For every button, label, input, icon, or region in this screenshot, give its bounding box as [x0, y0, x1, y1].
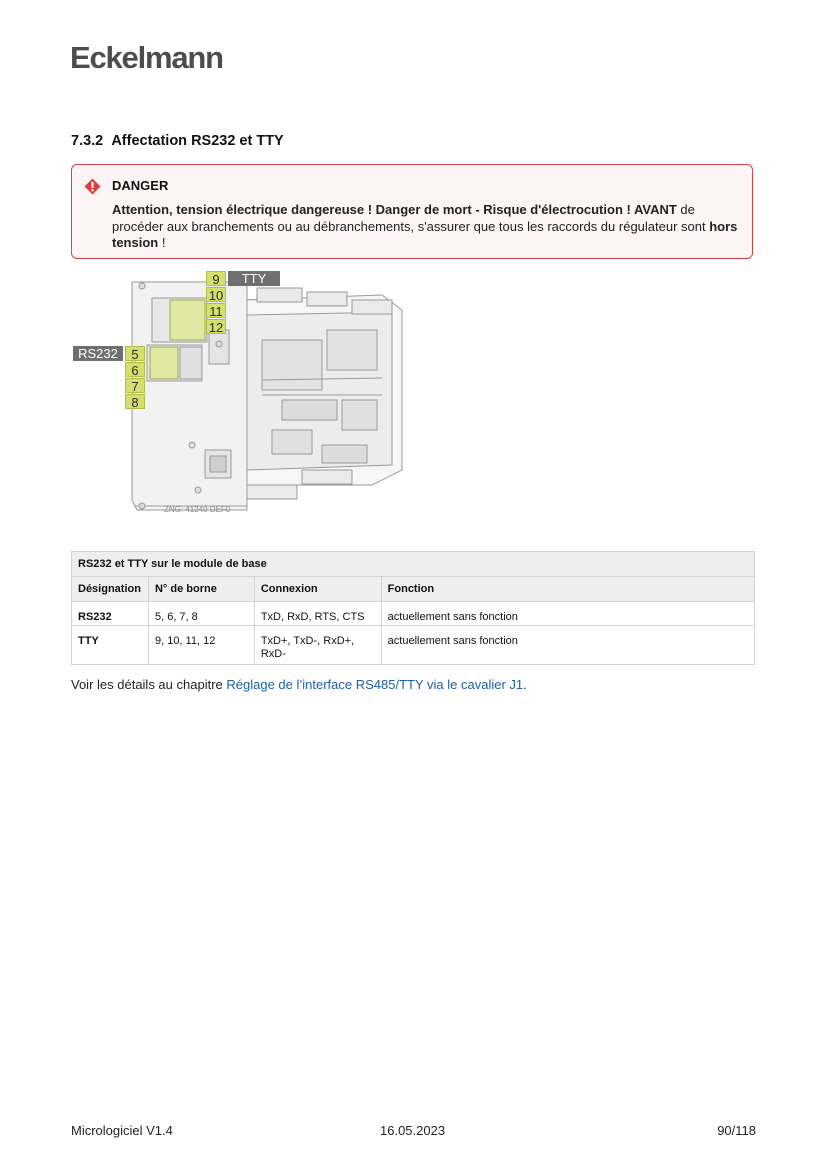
danger-warning-bold: Attention, tension électrique dangereuse ! Danger de mort - Risque d'électrocution ! AVANT [112, 202, 677, 217]
plate-label: ZNG: 41240 DEF0 [164, 505, 231, 514]
chapter-link[interactable]: Réglage de l’interface RS485/TTY via le cavalier J1 [226, 677, 524, 692]
danger-hors-tension: hors tension [112, 218, 738, 250]
rs232-label: RS232 [73, 346, 123, 361]
danger-title: DANGER [112, 178, 169, 193]
danger-warning-text: de procéder aux branchements ou au débranchements, s'assurer que tous les raccords du régulateur sont [112, 202, 710, 234]
warning-diamond-icon [84, 178, 101, 195]
danger-end: ! [158, 235, 166, 250]
footer-page-number: 90/118 [717, 1123, 756, 1138]
col-header-function: Fonction [381, 577, 754, 602]
cell-designation: TTY [72, 626, 149, 665]
controller-illustration [72, 270, 412, 520]
tty-label: TTY [228, 271, 280, 286]
cell-terminal: 9, 10, 11, 12 [148, 626, 254, 665]
cell-connection: TxD+, TxD-, RxD+, RxD- [254, 626, 381, 665]
company-logo: Eckelmann [70, 40, 223, 75]
cell-connection: TxD, RxD, RTS, CTS [254, 602, 381, 626]
cell-designation: RS232 [72, 602, 149, 626]
cell-function: actuellement sans fonction [381, 602, 754, 626]
section-number: 7.3.2 [71, 133, 104, 149]
controller-drawing [72, 270, 412, 520]
cell-terminal: 5, 6, 7, 8 [148, 602, 254, 626]
note-prefix: Voir les détails au chapitre [71, 677, 227, 692]
table-caption: RS232 et TTY sur le module de base [72, 552, 755, 577]
footer-date: 16.05.2023 [380, 1123, 446, 1138]
col-header-connection: Connexion [254, 577, 381, 602]
tty-terminal-12: 12 [206, 319, 226, 334]
rs232-terminal-6: 6 [125, 362, 145, 377]
danger-notice [71, 164, 753, 259]
section-heading [71, 133, 284, 149]
chapter-reference [71, 677, 527, 692]
section-title: Affectation RS232 et TTY [111, 133, 284, 149]
tty-terminal-11: 11 [206, 303, 226, 318]
note-suffix: . [523, 677, 527, 692]
cell-function: actuellement sans fonction [381, 626, 754, 665]
table-row [72, 602, 755, 626]
tty-terminal-9: 9 [206, 271, 226, 286]
col-header-designation: Désignation [72, 577, 149, 602]
rs232-terminal-5: 5 [125, 346, 145, 361]
rs232-terminal-8: 8 [125, 394, 145, 409]
rs232-tty-table [71, 551, 755, 665]
danger-text [112, 202, 742, 252]
footer-firmware: Micrologiciel V1.4 [71, 1123, 173, 1138]
tty-terminal-10: 10 [206, 287, 226, 302]
col-header-terminal: N° de borne [148, 577, 254, 602]
table-row [72, 626, 755, 665]
rs232-terminal-7: 7 [125, 378, 145, 393]
